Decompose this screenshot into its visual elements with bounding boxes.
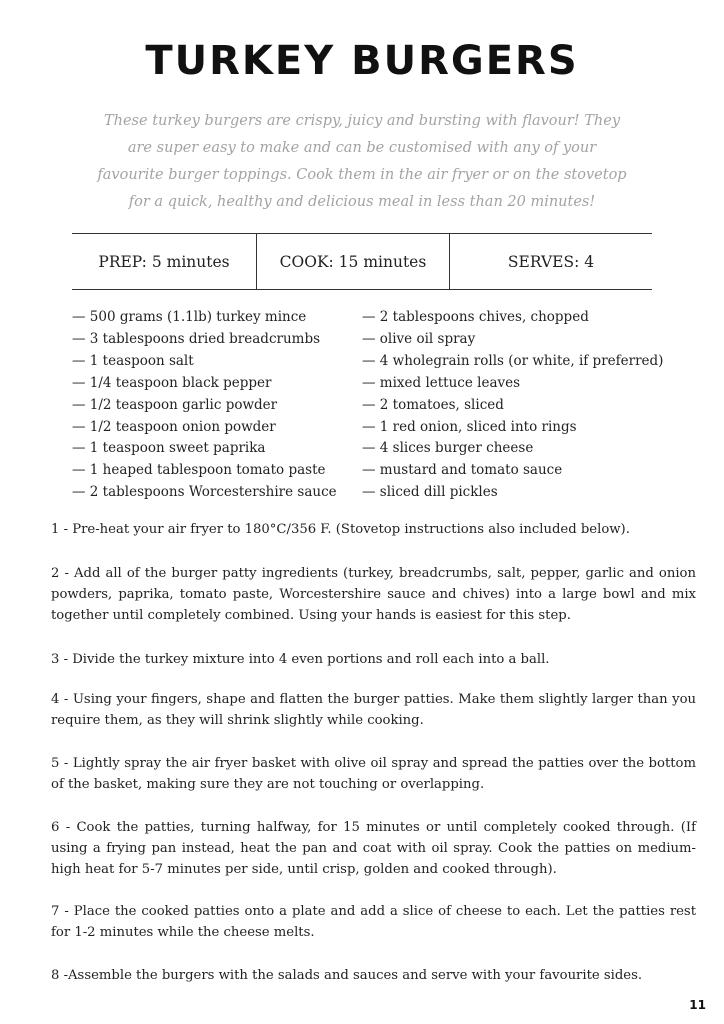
ingredient-item: — 1 teaspoon sweet paprika [72, 440, 266, 457]
ingredients-right-column [362, 307, 663, 504]
ingredient-item: — 500 grams (1.1lb) turkey mince [72, 309, 307, 325]
ingredient-item: — 2 tablespoons Worcestershire sauce [72, 484, 337, 501]
ingredient-item: — 2 tablespoons chives, chopped [362, 309, 589, 325]
ingredient-item: — 1 heaped tablespoon tomato paste [72, 462, 326, 479]
ingredient-item: — mustard and tomato sauce [362, 462, 563, 479]
ingredient-item: — olive oil spray [362, 330, 476, 347]
ingredient-item: — 1/4 teaspoon black pepper [72, 374, 272, 391]
method-step: 4 - Using your fingers, shape and flatten the burger patties. Make them slightly larger than you require them, as they will shrink slightly while cooking. [51, 692, 696, 728]
ingredient-item: — 1/2 teaspoon garlic powder [72, 396, 278, 413]
ingredient-item: — 4 slices burger cheese [362, 440, 534, 457]
page-title: TURKEY BURGERS [145, 38, 579, 84]
method-step: 5 - Lightly spray the air fryer basket with olive oil spray and spread the patties over the bottom of the basket, making sure they are not touching or overlapping. [51, 756, 696, 792]
recipe-info-table [72, 233, 652, 290]
cook-time: COOK: 15 minutes [257, 234, 450, 289]
ingredient-item: — 4 wholegrain rolls (or white, if preferred) [362, 352, 664, 369]
method-step: 6 - Cook the patties, turning halfway, for 15 minutes or until completely cooked through. (If using a frying pan instead, heat the pan and coat with oil spray. Cook the patties on medium-high heat for 5-7 minutes per side, until crisp, golden and cooked through). [51, 820, 696, 877]
method-step: 7 - Place the cooked patties onto a plate and add a slice of cheese to each. Let the patties rest for 1-2 minutes while the cheese melts. [51, 904, 696, 940]
method-step: 1 - Pre-heat your air fryer to 180°C/356 F. (Stovetop instructions also included below). [51, 522, 630, 537]
ingredients-left-column [72, 307, 337, 504]
ingredient-item: — 1 teaspoon salt [72, 352, 194, 369]
ingredient-item: — 1/2 teaspoon onion powder [72, 418, 276, 435]
page-number: 11 [689, 998, 706, 1012]
servings: SERVES: 4 [507, 252, 595, 271]
ingredient-item: — mixed lettuce leaves [362, 374, 521, 391]
method-step: 2 - Add all of the burger patty ingredients (turkey, breadcrumbs, salt, pepper, garlic and onion powders, paprika, tomato paste, Worcestershire sauce and chives) into a large bowl and mix together until completely combined. Using your hands is easiest for this step. [51, 566, 696, 623]
ingredient-item: — 3 tablespoons dried breadcrumbs [72, 330, 321, 347]
ingredient-item: — 2 tomatoes, sliced [362, 396, 504, 413]
ingredient-item: — 1 red onion, sliced into rings [362, 418, 577, 435]
method-step: 3 - Divide the turkey mixture into 4 even portions and roll each into a ball. [51, 652, 550, 667]
method-step: 8 -Assemble the burgers with the salads and sauces and serve with your favourite sides. [51, 968, 643, 983]
ingredient-item: — sliced dill pickles [362, 484, 498, 501]
prep-time: PREP: 5 minutes [72, 234, 257, 289]
recipe-intro: These turkey burgers are crispy, juicy and bursting with flavour! They are super easy to make and can be customised with any of your favourite burger toppings. Cook them in the air fryer or on the stovetop for a quick, healthy and delicious meal in less than 20 minutes! [97, 113, 627, 210]
